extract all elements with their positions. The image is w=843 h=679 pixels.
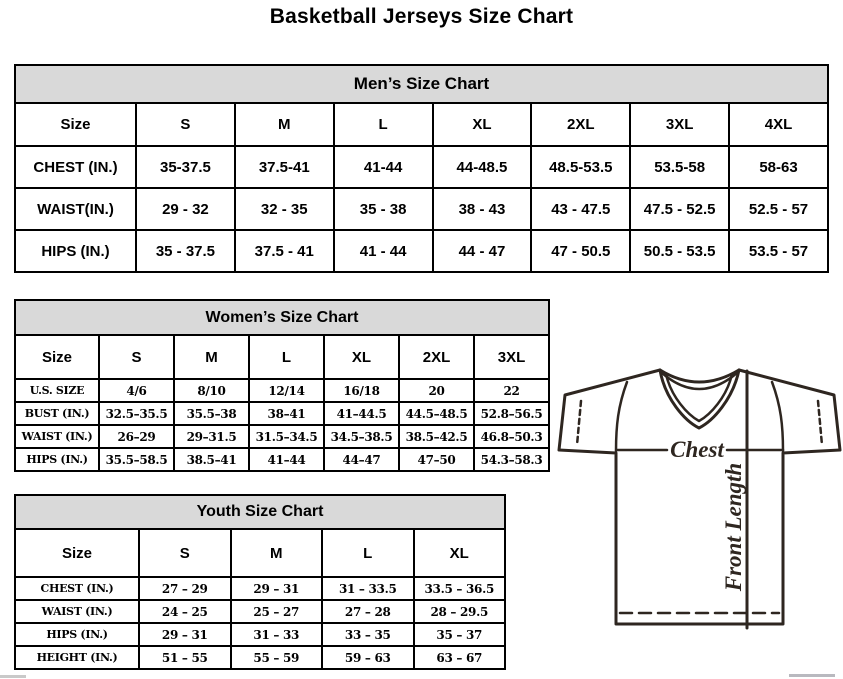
front-length-label: Front Length bbox=[721, 462, 746, 592]
cell: 24 – 25 bbox=[139, 600, 231, 623]
jersey-outline bbox=[559, 370, 840, 624]
row-label: HIPS (IN.) bbox=[15, 623, 139, 646]
cell: 35 – 37 bbox=[414, 623, 506, 646]
cell: 55 – 59 bbox=[231, 646, 323, 669]
cell: 47.5 - 52.5 bbox=[630, 188, 729, 230]
youth-size-table bbox=[14, 494, 506, 670]
womens-table-title: Women’s Size Chart bbox=[14, 299, 550, 336]
cell: 22 bbox=[474, 379, 549, 402]
row-label: HIPS (IN.) bbox=[15, 230, 136, 272]
cell: 26–29 bbox=[99, 425, 174, 448]
cell: 44-48.5 bbox=[433, 146, 532, 188]
column-header: S bbox=[136, 103, 235, 146]
cell: 51 – 55 bbox=[139, 646, 231, 669]
sleeve-cuff-dash-left bbox=[577, 401, 581, 445]
cell: 53.5-58 bbox=[630, 146, 729, 188]
table-row bbox=[15, 600, 505, 623]
cell: 63 – 67 bbox=[414, 646, 506, 669]
table-row bbox=[15, 448, 549, 471]
cell: 37.5 - 41 bbox=[235, 230, 334, 272]
cell: 41 - 44 bbox=[334, 230, 433, 272]
column-header: XL bbox=[433, 103, 532, 146]
jersey-measurement-diagram bbox=[557, 361, 842, 679]
cell: 32 - 35 bbox=[235, 188, 334, 230]
column-header: XL bbox=[414, 529, 506, 577]
column-header: Size bbox=[15, 335, 99, 379]
column-header: M bbox=[174, 335, 249, 379]
page-title: Basketball Jerseys Size Chart bbox=[269, 5, 574, 28]
cell: 8/10 bbox=[174, 379, 249, 402]
cell: 59 – 63 bbox=[322, 646, 414, 669]
cell: 37.5-41 bbox=[235, 146, 334, 188]
cell: 29 - 32 bbox=[136, 188, 235, 230]
row-label: HIPS (IN.) bbox=[15, 448, 99, 471]
column-header: 2XL bbox=[399, 335, 474, 379]
mens-table-title: Men’s Size Chart bbox=[14, 64, 829, 104]
column-header: M bbox=[235, 103, 334, 146]
row-label: WAIST(IN.) bbox=[15, 188, 136, 230]
cell: 20 bbox=[399, 379, 474, 402]
cell: 41–44 bbox=[249, 448, 324, 471]
table-row bbox=[15, 425, 549, 448]
cell: 53.5 - 57 bbox=[729, 230, 828, 272]
table-row bbox=[15, 646, 505, 669]
cell: 52.5 - 57 bbox=[729, 188, 828, 230]
womens-size-table bbox=[14, 299, 550, 472]
cell: 12/14 bbox=[249, 379, 324, 402]
row-label: WAIST (IN.) bbox=[15, 425, 99, 448]
cell: 44 - 47 bbox=[433, 230, 532, 272]
cell: 32.5–35.5 bbox=[99, 402, 174, 425]
cell: 27 – 28 bbox=[322, 600, 414, 623]
scrollbar-fragment-left bbox=[0, 675, 26, 678]
cell: 35 - 37.5 bbox=[136, 230, 235, 272]
cell: 25 – 27 bbox=[231, 600, 323, 623]
cell: 54.3–58.3 bbox=[474, 448, 549, 471]
armhole-seam-left bbox=[616, 382, 627, 451]
cell: 41-44 bbox=[334, 146, 433, 188]
sleeve-cuff-dash-right bbox=[818, 401, 822, 445]
row-label: U.S. SIZE bbox=[15, 379, 99, 402]
cell: 31.5–34.5 bbox=[249, 425, 324, 448]
scrollbar-fragment-right bbox=[789, 674, 835, 677]
youth-table-title: Youth Size Chart bbox=[14, 494, 506, 530]
column-header: Size bbox=[15, 529, 139, 577]
cell: 38.5–42.5 bbox=[399, 425, 474, 448]
cell: 4/6 bbox=[99, 379, 174, 402]
table-row bbox=[15, 188, 828, 230]
cell: 58-63 bbox=[729, 146, 828, 188]
row-label: CHEST (IN.) bbox=[15, 577, 139, 600]
cell: 28 – 29.5 bbox=[414, 600, 506, 623]
cell: 38.5–41 bbox=[174, 448, 249, 471]
cell: 29 – 31 bbox=[231, 577, 323, 600]
cell: 34.5–38.5 bbox=[324, 425, 399, 448]
table-row bbox=[15, 379, 549, 402]
table-row bbox=[15, 402, 549, 425]
cell: 50.5 - 53.5 bbox=[630, 230, 729, 272]
cell: 46.8–50.3 bbox=[474, 425, 549, 448]
cell: 35-37.5 bbox=[136, 146, 235, 188]
column-header: 3XL bbox=[630, 103, 729, 146]
row-label: HEIGHT (IN.) bbox=[15, 646, 139, 669]
cell: 29 – 31 bbox=[139, 623, 231, 646]
cell: 41–44.5 bbox=[324, 402, 399, 425]
table-row bbox=[15, 577, 505, 600]
row-label: BUST (IN.) bbox=[15, 402, 99, 425]
column-header: 3XL bbox=[474, 335, 549, 379]
cell: 31 – 33.5 bbox=[322, 577, 414, 600]
cell: 29–31.5 bbox=[174, 425, 249, 448]
cell: 16/18 bbox=[324, 379, 399, 402]
table-row bbox=[15, 623, 505, 646]
cell: 44–47 bbox=[324, 448, 399, 471]
cell: 47 - 50.5 bbox=[531, 230, 630, 272]
column-header: 2XL bbox=[531, 103, 630, 146]
cell: 35.5–58.5 bbox=[99, 448, 174, 471]
column-header: M bbox=[231, 529, 323, 577]
column-header: 4XL bbox=[729, 103, 828, 146]
column-header: L bbox=[322, 529, 414, 577]
chest-label: Chest bbox=[670, 437, 724, 462]
column-header: S bbox=[139, 529, 231, 577]
mens-size-table bbox=[14, 64, 829, 273]
column-header: S bbox=[99, 335, 174, 379]
column-header: XL bbox=[324, 335, 399, 379]
column-header: L bbox=[334, 103, 433, 146]
table-row bbox=[15, 146, 828, 188]
cell: 52.8–56.5 bbox=[474, 402, 549, 425]
cell: 33 – 35 bbox=[322, 623, 414, 646]
cell: 44.5–48.5 bbox=[399, 402, 474, 425]
cell: 38 - 43 bbox=[433, 188, 532, 230]
cell: 27 – 29 bbox=[139, 577, 231, 600]
cell: 38–41 bbox=[249, 402, 324, 425]
armhole-seam-right bbox=[772, 382, 783, 451]
cell: 33.5 – 36.5 bbox=[414, 577, 506, 600]
column-header: L bbox=[249, 335, 324, 379]
cell: 35.5–38 bbox=[174, 402, 249, 425]
row-label: WAIST (IN.) bbox=[15, 600, 139, 623]
cell: 47–50 bbox=[399, 448, 474, 471]
column-header: Size bbox=[15, 103, 136, 146]
cell: 48.5-53.5 bbox=[531, 146, 630, 188]
row-label: CHEST (IN.) bbox=[15, 146, 136, 188]
table-row bbox=[15, 230, 828, 272]
cell: 43 - 47.5 bbox=[531, 188, 630, 230]
cell: 31 – 33 bbox=[231, 623, 323, 646]
cell: 35 - 38 bbox=[334, 188, 433, 230]
